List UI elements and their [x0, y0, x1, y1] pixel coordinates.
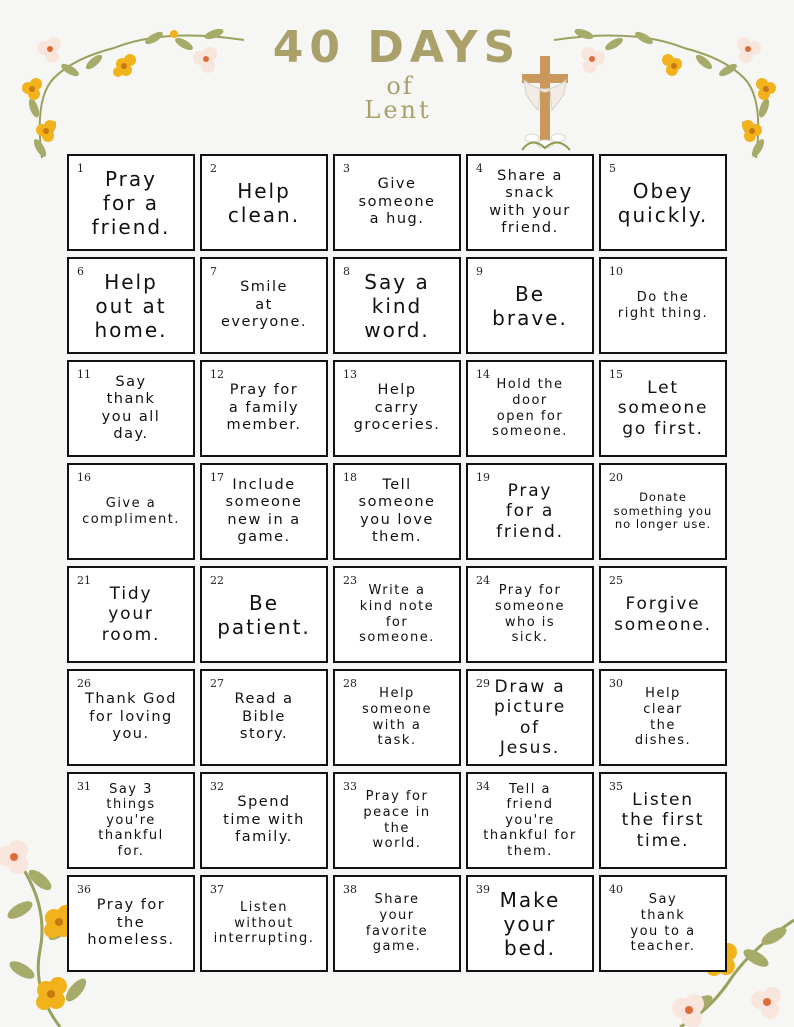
day-cell-27 [200, 669, 328, 766]
day-number: 32 [210, 780, 224, 793]
day-activity: Pray for someone who is sick. [494, 583, 566, 646]
day-activity: Read a Bible story. [234, 691, 294, 743]
day-activity: Draw a picture of Jesus. [494, 676, 566, 758]
day-activity: Write a kind note for someone. [359, 583, 435, 646]
day-cell-6 [67, 257, 195, 354]
day-activity: Pray for a family member. [226, 382, 302, 434]
day-number: 24 [476, 574, 490, 587]
day-cell-8 [333, 257, 461, 354]
day-cell-39 [466, 875, 594, 972]
day-cell-3 [333, 154, 461, 251]
day-number: 31 [77, 780, 91, 793]
day-activity: Tell someone you love them. [358, 476, 436, 545]
day-activity: Be brave. [492, 281, 568, 330]
day-cell-22 [200, 566, 328, 663]
day-activity: Pray for peace in the world. [363, 789, 431, 852]
day-cell-20 [599, 463, 727, 560]
day-number: 22 [210, 574, 224, 587]
day-number: 14 [476, 368, 490, 381]
day-number: 2 [210, 162, 217, 175]
day-activity: Pray for a friend. [496, 480, 564, 542]
day-number: 5 [609, 162, 616, 175]
day-number: 37 [210, 883, 224, 896]
day-activity: Give a compliment. [82, 495, 180, 527]
day-cell-23 [333, 566, 461, 663]
day-number: 40 [609, 883, 623, 896]
day-cell-36 [67, 875, 195, 972]
day-number: 12 [210, 368, 224, 381]
day-number: 28 [343, 677, 357, 690]
day-number: 17 [210, 471, 224, 484]
day-activity: Hold the door open for someone. [492, 377, 568, 440]
day-cell-34 [466, 772, 594, 869]
day-cell-25 [599, 566, 727, 663]
day-activity: Do the right thing. [617, 289, 709, 321]
day-cell-10 [599, 257, 727, 354]
day-cell-9 [466, 257, 594, 354]
day-number: 3 [343, 162, 350, 175]
day-number: 30 [609, 677, 623, 690]
day-activity: Help clean. [227, 178, 301, 227]
day-cell-15 [599, 360, 727, 457]
day-activity: Donate something you no longer use. [613, 489, 713, 532]
day-cell-16 [67, 463, 195, 560]
day-cell-33 [333, 772, 461, 869]
day-number: 6 [77, 265, 84, 278]
day-number: 7 [210, 265, 217, 278]
day-number: 8 [343, 265, 350, 278]
day-cell-21 [67, 566, 195, 663]
day-activity: Include someone new in a game. [225, 476, 303, 545]
day-activity: Say thank you all day. [101, 373, 161, 442]
day-cell-29 [466, 669, 594, 766]
lent-calendar-grid [67, 154, 727, 972]
day-cell-19 [466, 463, 594, 560]
day-number: 27 [210, 677, 224, 690]
day-activity: Smile at everyone. [220, 279, 308, 331]
day-activity: Say a kind word. [364, 269, 430, 342]
day-number: 4 [476, 162, 483, 175]
day-number: 1 [77, 162, 84, 175]
flower-vine-icon [548, 18, 784, 164]
day-number: 29 [476, 677, 490, 690]
day-cell-26 [67, 669, 195, 766]
day-activity: Help someone with a task. [361, 686, 433, 749]
day-activity: Help clear the dishes. [634, 686, 692, 749]
day-cell-30 [599, 669, 727, 766]
day-cell-24 [466, 566, 594, 663]
day-cell-4 [466, 154, 594, 251]
day-cell-35 [599, 772, 727, 869]
day-activity: Pray for a friend. [91, 166, 171, 239]
day-cell-17 [200, 463, 328, 560]
day-number: 25 [609, 574, 623, 587]
day-cell-32 [200, 772, 328, 869]
day-activity: Spend time with family. [223, 794, 305, 846]
day-cell-5 [599, 154, 727, 251]
day-activity: Help out at home. [94, 269, 168, 342]
day-number: 23 [343, 574, 357, 587]
day-cell-2 [200, 154, 328, 251]
day-number: 15 [609, 368, 623, 381]
day-cell-38 [333, 875, 461, 972]
day-number: 35 [609, 780, 623, 793]
day-activity: Listen without interrupting. [213, 900, 315, 947]
day-number: 34 [476, 780, 490, 793]
day-activity: Let someone go first. [617, 377, 709, 439]
day-number: 16 [77, 471, 91, 484]
day-cell-13 [333, 360, 461, 457]
title-lent: Lent [364, 96, 432, 124]
day-activity: Tidy your room. [101, 583, 161, 645]
day-activity: Be patient. [217, 590, 311, 639]
day-activity: Listen the first time. [621, 789, 705, 851]
day-activity: Share your favorite game. [365, 892, 429, 955]
day-cell-12 [200, 360, 328, 457]
day-number: 20 [609, 471, 623, 484]
day-activity: Help carry groceries. [353, 382, 441, 434]
day-number: 18 [343, 471, 357, 484]
day-number: 39 [476, 883, 490, 896]
day-number: 11 [77, 368, 91, 381]
day-cell-37 [200, 875, 328, 972]
day-number: 26 [77, 677, 91, 690]
day-activity: Say 3 things you're thankful for. [98, 781, 164, 859]
day-activity: Thank God for loving you. [85, 691, 177, 743]
day-number: 36 [77, 883, 91, 896]
page-title: 40 DAYS [272, 22, 522, 73]
day-cell-18 [333, 463, 461, 560]
day-activity: Give someone a hug. [358, 176, 436, 228]
day-activity: Make your bed. [499, 887, 561, 960]
day-number: 19 [476, 471, 490, 484]
day-cell-14 [466, 360, 594, 457]
title-of: of [386, 72, 414, 100]
day-activity: Pray for the homeless. [87, 897, 175, 949]
day-activity: Obey quickly. [617, 178, 709, 227]
day-number: 13 [343, 368, 357, 381]
day-number: 10 [609, 265, 623, 278]
day-activity: Share a snack with your friend. [489, 167, 571, 236]
day-cell-1 [67, 154, 195, 251]
flower-vine-icon [14, 18, 250, 164]
day-activity: Tell a friend you're thankful for them. [483, 781, 577, 859]
day-number: 38 [343, 883, 357, 896]
day-activity: Say thank you to a teacher. [630, 892, 696, 955]
day-number: 9 [476, 265, 483, 278]
day-number: 33 [343, 780, 357, 793]
day-cell-40 [599, 875, 727, 972]
day-cell-7 [200, 257, 328, 354]
day-number: 21 [77, 574, 91, 587]
day-cell-28 [333, 669, 461, 766]
day-activity: Forgive someone. [614, 594, 712, 635]
day-cell-31 [67, 772, 195, 869]
day-cell-11 [67, 360, 195, 457]
